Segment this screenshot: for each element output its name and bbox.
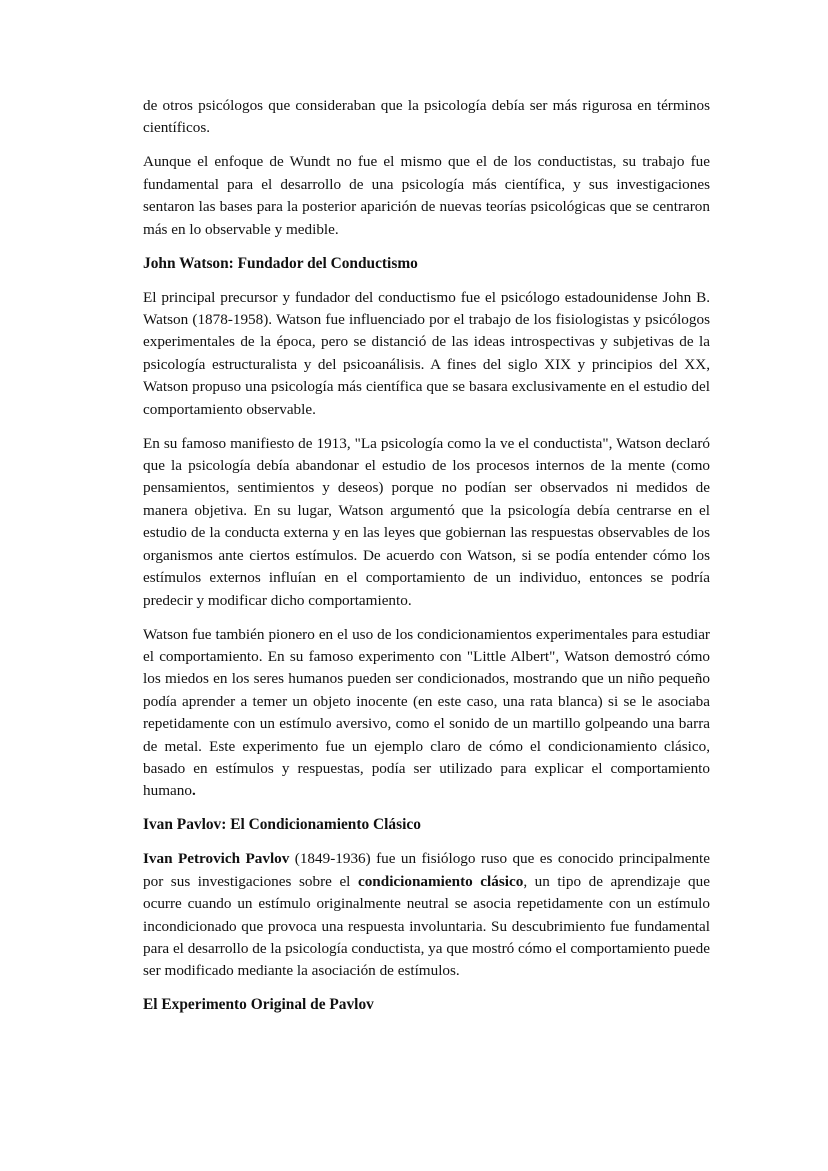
paragraph-text: , un tipo de aprendizaje que ocurre cuando un estímulo originalmente neutral se asocia repetidamente con un estímulo incondicionado que provoca una respuesta involuntaria. Su descubrimiento fue fundamental para el desarrollo de la psicología conductista, ya que mostró cómo el comportamiento puede ser modificado mediante la asociación de estímulos. <box>143 872 710 980</box>
paragraph-watson-founder: El principal precursor y fundador del conductismo fue el psicólogo estadounidense John B. Watson (1878-1958). Watson fue influenciado por el trabajo de los fisiologistas y psicólogos experimentales de la época, pero se distanció de las ideas introspectivas y subjetivas de la psicología estructuralista y del psicoanálisis. A fines del siglo XIX y principios del XX, Watson propuso una psicología más científica que se basara exclusivamente en el estudio del comportamiento observable. <box>143 288 710 418</box>
paragraph-wundt-continuation: de otros psicólogos que consideraban que la psicología debía ser más rigurosa en términos científicos. <box>143 97 710 137</box>
document-page <box>143 95 710 1028</box>
paragraph-text: Watson fue también pionero en el uso de los condicionamientos experimentales para estudiar el comportamiento. En su famoso experimento con "Little Albert", Watson demostró cómo los miedos en los seres humanos pueden ser condicionados, mostrando que un niño pequeño podía aprender a temer un objeto inocente (en este caso, una rata blanca) si se le asociaba repetidamente con un estímulo aversivo, como el sonido de un martillo golpeando una barra de metal. Este experimento fue un ejemplo claro de cómo el condicionamiento clásico, basado en estímulos y respuestas, podía ser utilizado para explicar el comportamiento humano <box>143 625 710 800</box>
bold-period: . <box>191 782 196 800</box>
paragraph-wundt-legacy: Aunque el enfoque de Wundt no fue el mismo que el de los conductistas, su trabajo fue fundamental para el desarrollo de una psicología más científica, y sus investigaciones sentaron las bases para la posterior aparición de nuevas teorías psicológicas que se centraron más en lo observable y medible. <box>143 153 710 238</box>
paragraph-pavlov-intro <box>143 848 710 982</box>
bold-name-pavlov: Ivan Petrovich Pavlov <box>143 850 290 868</box>
paragraph-watson-manifesto: En su famoso manifiesto de 1913, "La psicología como la ve el conductista", Watson declaró que la psicología debía abandonar el estudio de los procesos internos de la mente (como pensamientos, sentimientos y deseos) porque no podían ser observados ni medidos de manera objetiva. En su lugar, Watson argumentó que la psicología debía centrarse en el estudio de la conducta externa y en las leyes que gobiernan las respuestas observables de los organismos ante ciertos estímulos. De acuerdo con Watson, si se podía entender cómo los estímulos externos influían en el comportamiento de un individuo, entonces se podría predecir y modificar dicho comportamiento. <box>143 434 710 609</box>
paragraph-text: (1849-1936) fue un fisiólogo ruso que es conocido principalmente por sus investigaciones sobre el <box>143 850 711 890</box>
paragraph-little-albert <box>143 624 710 803</box>
heading-john-watson: John Watson: Fundador del Conductismo <box>143 254 418 272</box>
heading-pavlov-experiment: El Experimento Original de Pavlov <box>143 996 374 1014</box>
bold-term-classical-conditioning: condicionamiento clásico <box>357 872 524 890</box>
heading-ivan-pavlov: Ivan Pavlov: El Condicionamiento Clásico <box>143 816 421 834</box>
